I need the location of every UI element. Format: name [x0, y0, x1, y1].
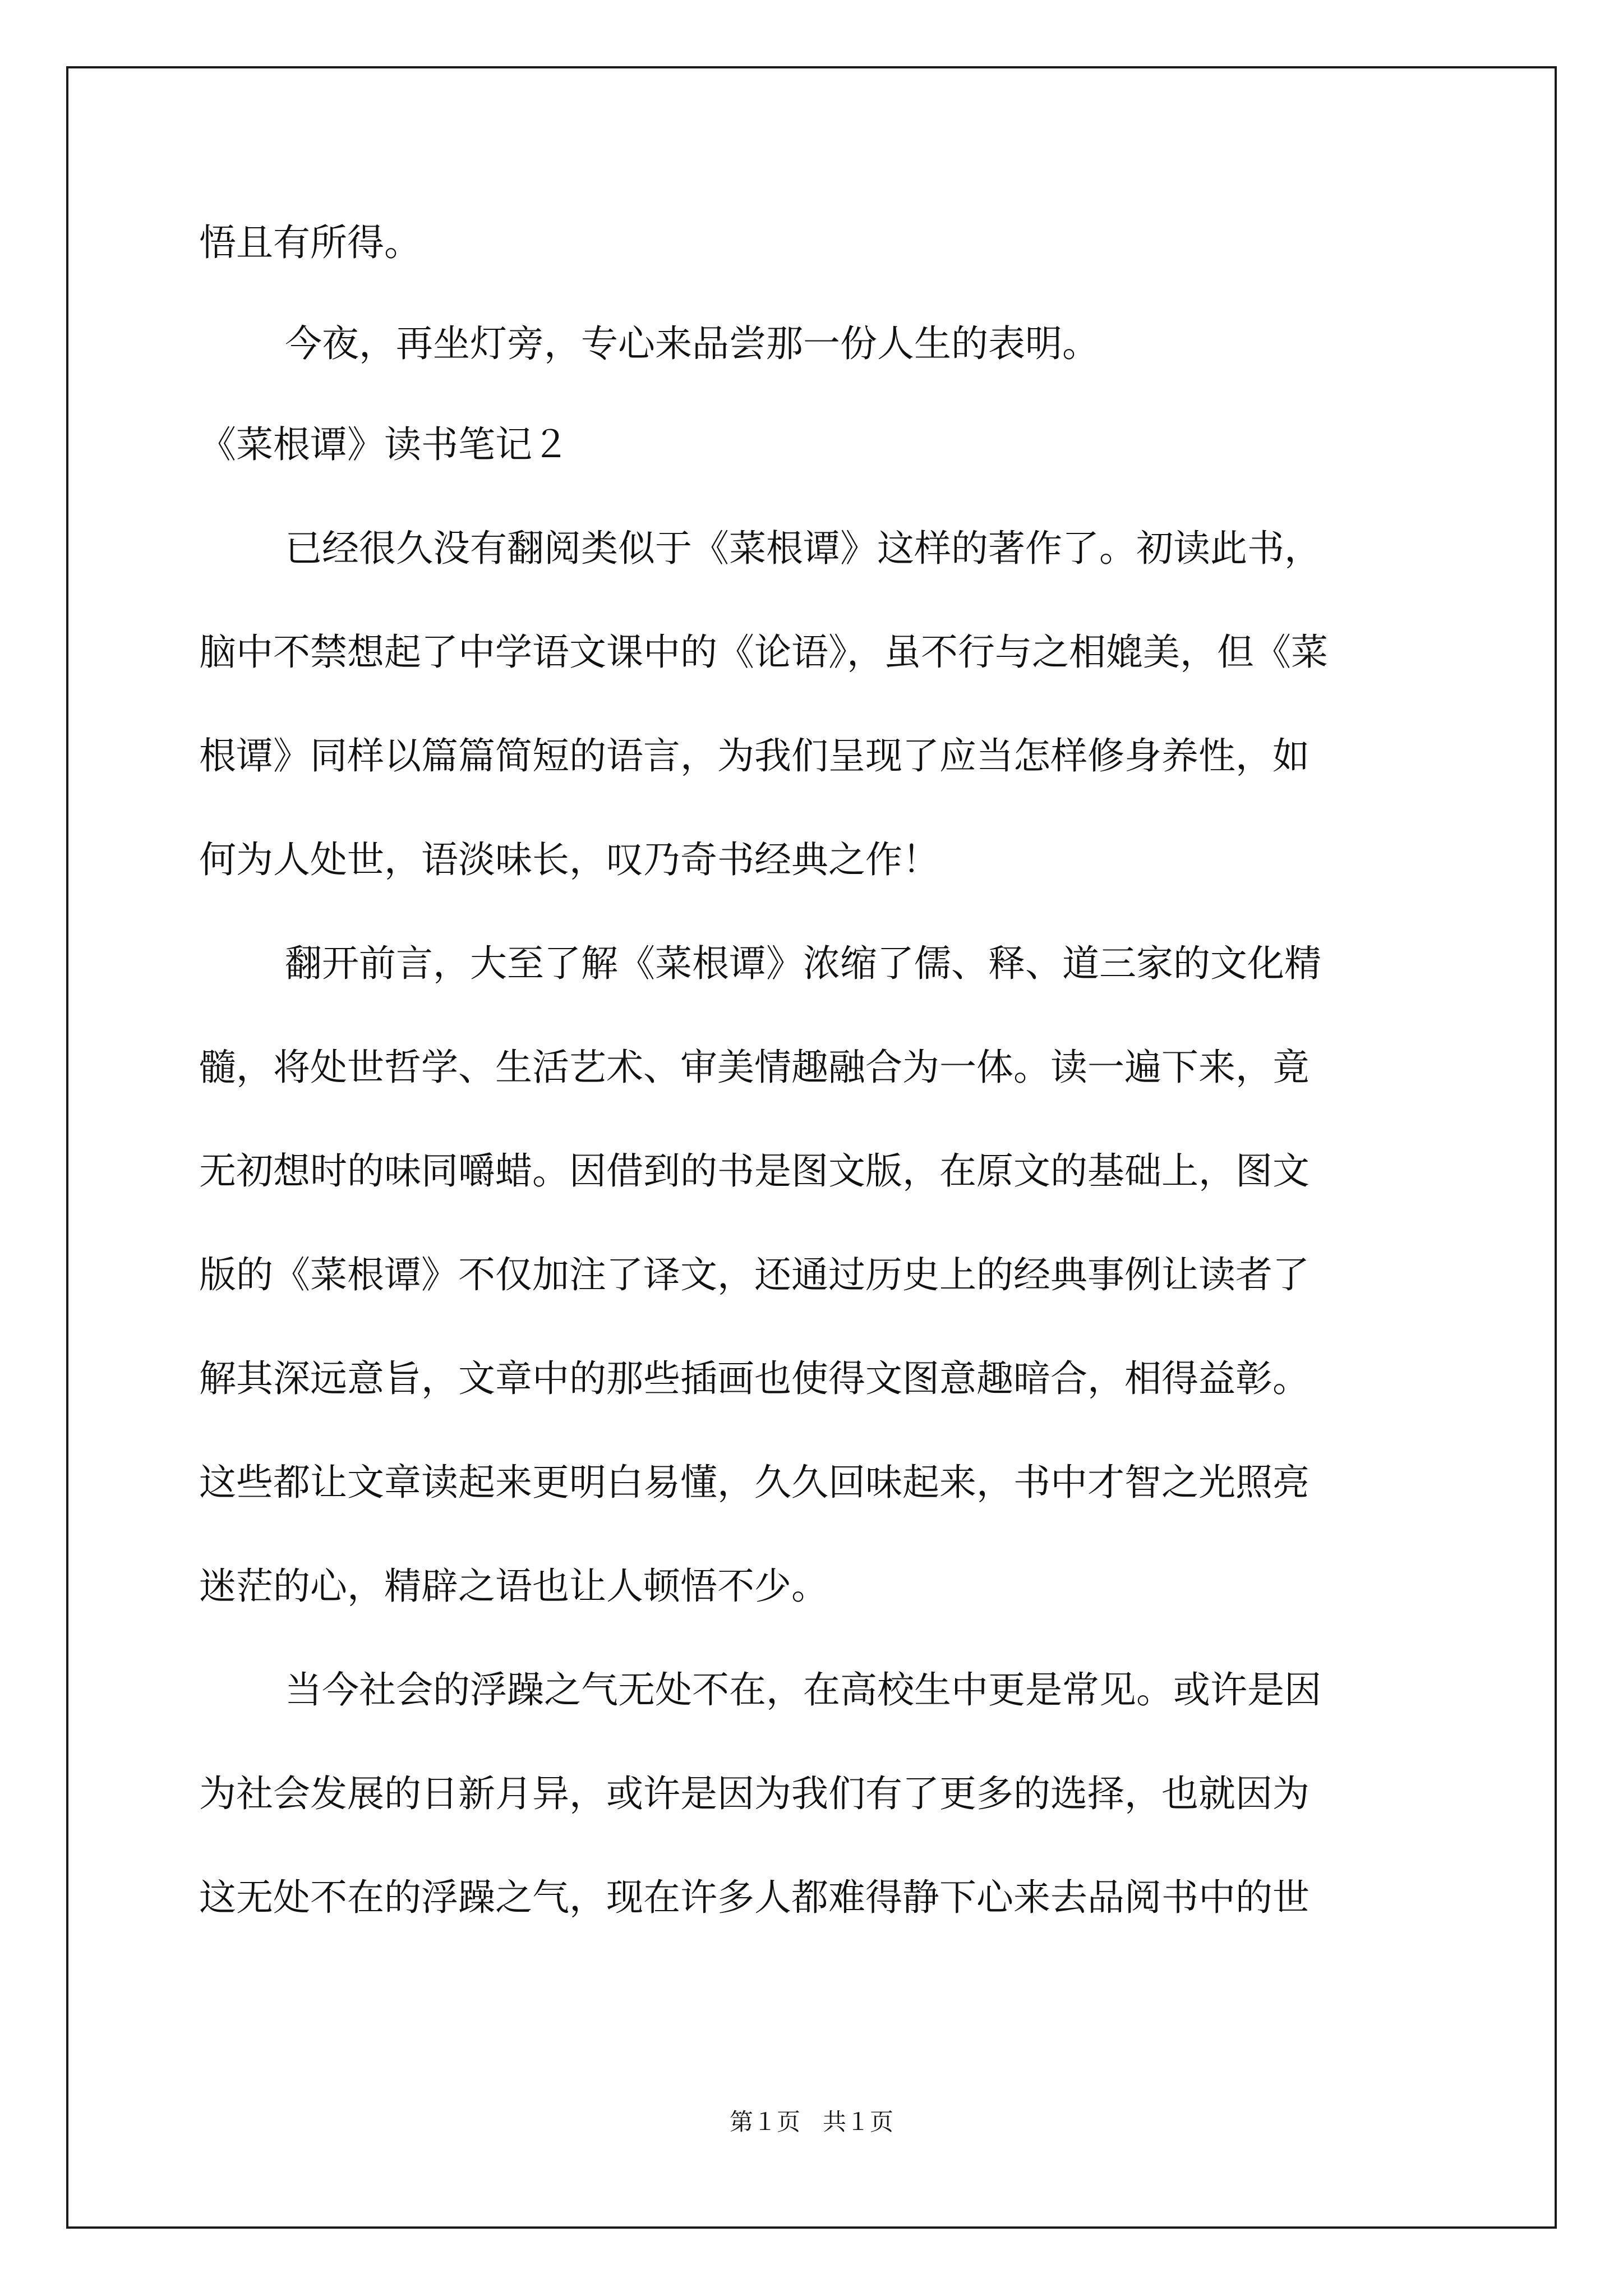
text-line: 当今社会的浮躁之气无处不在，在高校生中更是常见。或许是因 [285, 1668, 1321, 1711]
text-line: 这些都让文章读起来更明白易懂，久久回味起来，书中才智之光照亮 [199, 1461, 1310, 1504]
section-heading: 《菜根谭》读书笔记２ [199, 423, 569, 466]
text-line: 何为人处世，语淡味长，叹乃奇书经典之作！ [199, 838, 939, 881]
text-line: 无初想时的味同嚼蜡。因借到的书是图文版，在原文的基础上，图文 [199, 1149, 1310, 1193]
page-footer: 第１页 共１页 [729, 2108, 894, 2136]
text-line: 为社会发展的日新月异，或许是因为我们有了更多的选择，也就因为 [199, 1772, 1310, 1815]
text-line: 今夜，再坐灯旁，专心来品尝那一份人生的表明。 [285, 322, 1099, 365]
text-line: 解其深远意旨，文章中的那些插画也使得文图意趣暗合，相得益彰。 [199, 1357, 1310, 1400]
text-line: 髓，将处世哲学、生活艺术、审美情趣融合为一体。读一遍下来，竟 [199, 1046, 1310, 1089]
text-line: 版的《菜根谭》不仅加注了译文，还通过历史上的经典事例让读者了 [199, 1253, 1310, 1296]
text-line: 迷茫的心，精辟之语也让人顿悟不少。 [199, 1565, 828, 1608]
text-line: 脑中不禁想起了中学语文课中的《论语》，虽不行与之相媲美，但《菜 [199, 631, 1328, 674]
text-line: 翻开前言，大至了解《菜根谭》浓缩了儒、释、道三家的文化精 [285, 942, 1321, 985]
text-line: 根谭》同样以篇篇简短的语言，为我们呈现了应当怎样修身养性，如 [199, 734, 1310, 777]
text-line: 已经很久没有翻阅类似于《菜根谭》这样的著作了。初读此书， [285, 527, 1321, 570]
text-line: 这无处不在的浮躁之气，现在许多人都难得静下心来去品阅书中的世 [199, 1876, 1310, 1919]
text-line: 悟且有所得。 [199, 221, 421, 264]
